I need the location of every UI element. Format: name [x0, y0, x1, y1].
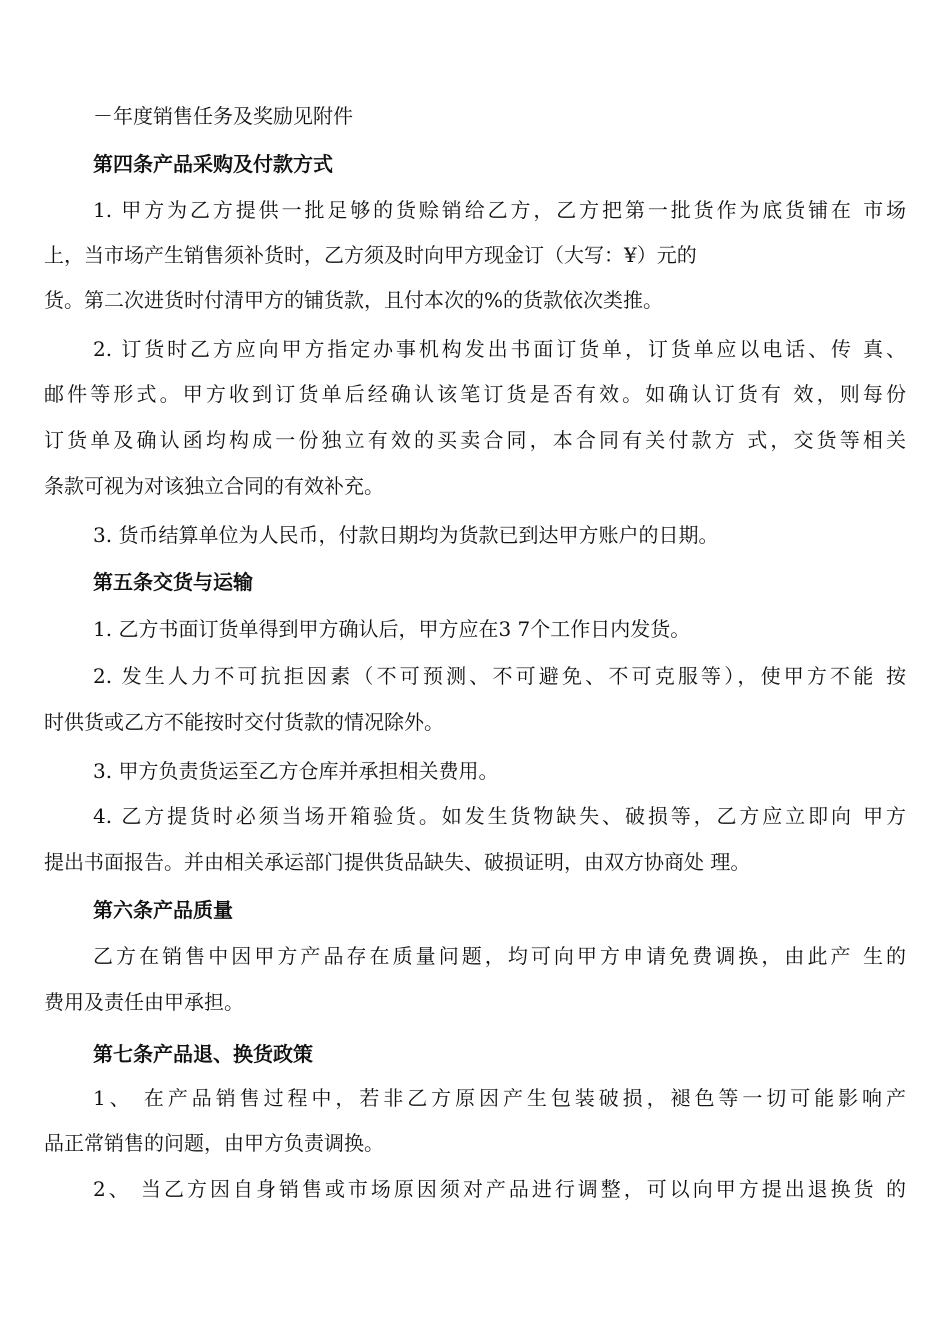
paragraph-line: 条款可视为对该独立合同的有效补充。: [44, 474, 384, 498]
paragraph-line: 时供货或乙方不能按时交付货款的情况除外。: [44, 710, 444, 734]
paragraph-line: 1、 在产品销售过程中，若非乙方原因产生包装破损，褪色等一切可能影响产: [93, 1086, 906, 1110]
section-heading: 第四条产品采购及付款方式: [93, 152, 333, 176]
paragraph-line: 4. 乙方提货时必须当场开箱验货。如发生货物缺失、破损等，乙方应立即向 甲方: [93, 804, 906, 828]
paragraph-line: 货。第二次进货时付清甲方的铺货款，且付本次的%的货款依次类推。: [44, 288, 664, 312]
paragraph-line: 提出书面报告。并由相关承运部门提供货品缺失、破损证明，由双方协商处 理。: [44, 850, 751, 874]
paragraph-line: 2. 发生人力不可抗拒因素（不可预测、不可避免、不可克服等），使甲方不能 按: [93, 664, 906, 688]
paragraph-line: 品正常销售的问题，由甲方负责调换。: [44, 1131, 384, 1155]
paragraph-line: 1. 乙方书面订货单得到甲方确认后，甲方应在3 7个工作日内发货。: [93, 617, 691, 641]
paragraph-line: 1. 甲方为乙方提供一批足够的货赊销给乙方，乙方把第一批货作为底货铺在 市场: [93, 198, 906, 222]
section-heading: 第七条产品退、换货政策: [93, 1042, 313, 1066]
text-line: －年度销售任务及奖励见附件: [93, 104, 353, 128]
section-heading: 第六条产品质量: [93, 898, 233, 922]
paragraph-line: 乙方在销售中因甲方产品存在质量问题，均可向甲方申请免费调换，由此产 生的: [93, 944, 906, 968]
paragraph-line: 订货单及确认函均构成一份独立有效的买卖合同，本合同有关付款方 式，交货等相关: [44, 428, 906, 452]
paragraph-line: 费用及责任由甲承担。: [44, 990, 244, 1014]
paragraph-line: 2. 订货时乙方应向甲方指定办事机构发出书面订货单，订货单应以电话、传 真、: [93, 337, 906, 361]
paragraph-line: 上，当市场产生销售须补货时，乙方须及时向甲方现金订（大写：¥）元的: [44, 243, 697, 267]
paragraph-line: 3. 甲方负责货运至乙方仓库并承担相关费用。: [93, 759, 499, 783]
paragraph-line: 3. 货币结算单位为人民币，付款日期均为货款已到达甲方账户的日期。: [93, 523, 719, 547]
paragraph-line: 2、 当乙方因自身销售或市场原因须对产品进行调整，可以向甲方提出退换货 的: [93, 1177, 906, 1201]
paragraph-line: 邮件等形式。甲方收到订货单后经确认该笔订货是否有效。如确认订货有 效，则每份: [44, 382, 906, 406]
section-heading: 第五条交货与运输: [93, 570, 253, 594]
